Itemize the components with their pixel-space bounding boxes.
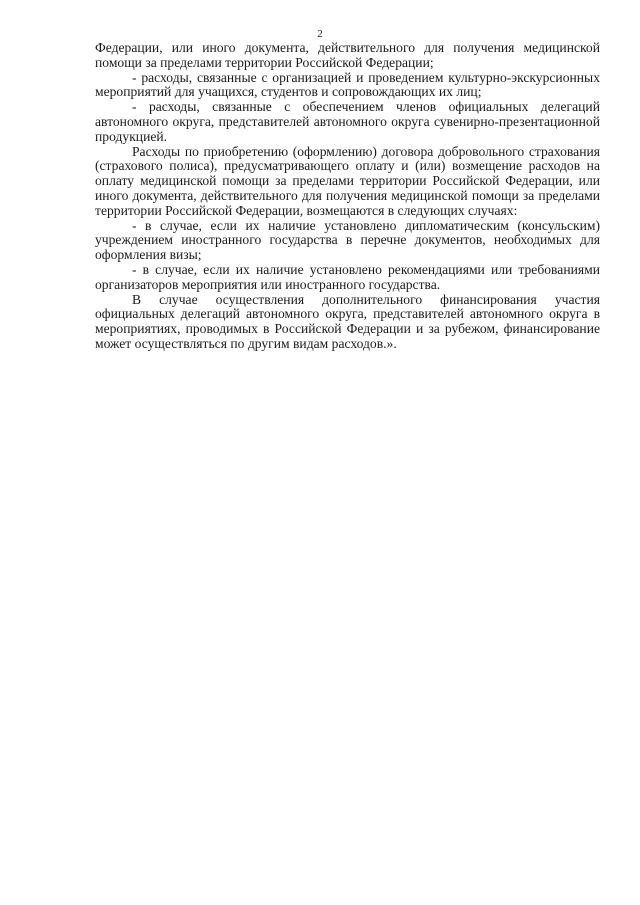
list-item-organizer-requirement: - в случае, если их наличие установлено рекомендациями или требованиями организаторов мероприятия или иностранного государства. (95, 261, 600, 292)
list-item-souvenir-products: - расходы, связанные с обеспечением членов официальных делегаций автономного округа, представителей автономного округа сувенирно-презентационной продукцией. (95, 99, 600, 144)
paragraph-insurance-reimbursement: Расходы по приобретению (оформлению) договора добровольного страхования (страхового полиса), предусматривающего оплату и (или) возмещение расходов на оплату медицинской помощи за пределами территории Российской Федерации, или иного документа, действительного для получения медицинской помощи за пределами территории Российской Федерации, возмещаются в следующих случаях: (95, 143, 600, 218)
paragraph-additional-financing: В случае осуществления дополнительного финансирования участия официальных делегаций автономного округа, представителей автономного округа в мероприятиях, проводимых в Российской Федерации и за рубежом, финансирование может осуществляться по другим видам расходов.». (95, 291, 600, 351)
paragraph-continuation: Федерации, или иного документа, действительного для получения медицинской помощи за пределами территории Российской Федерации; (95, 40, 600, 70)
document-body (95, 41, 600, 352)
list-item-medical-insurance-excursions: - расходы, связанные с организацией и проведением культурно-экскурсионных мероприятий для учащихся, студентов и сопровождающих их лиц; (95, 69, 600, 100)
list-item-visa-requirement: - в случае, если их наличие установлено дипломатическим (консульским) учреждением иностранного государства в перечне документов, необходимых для оформления визы; (95, 217, 600, 263)
page-number: 2 (317, 28, 323, 40)
